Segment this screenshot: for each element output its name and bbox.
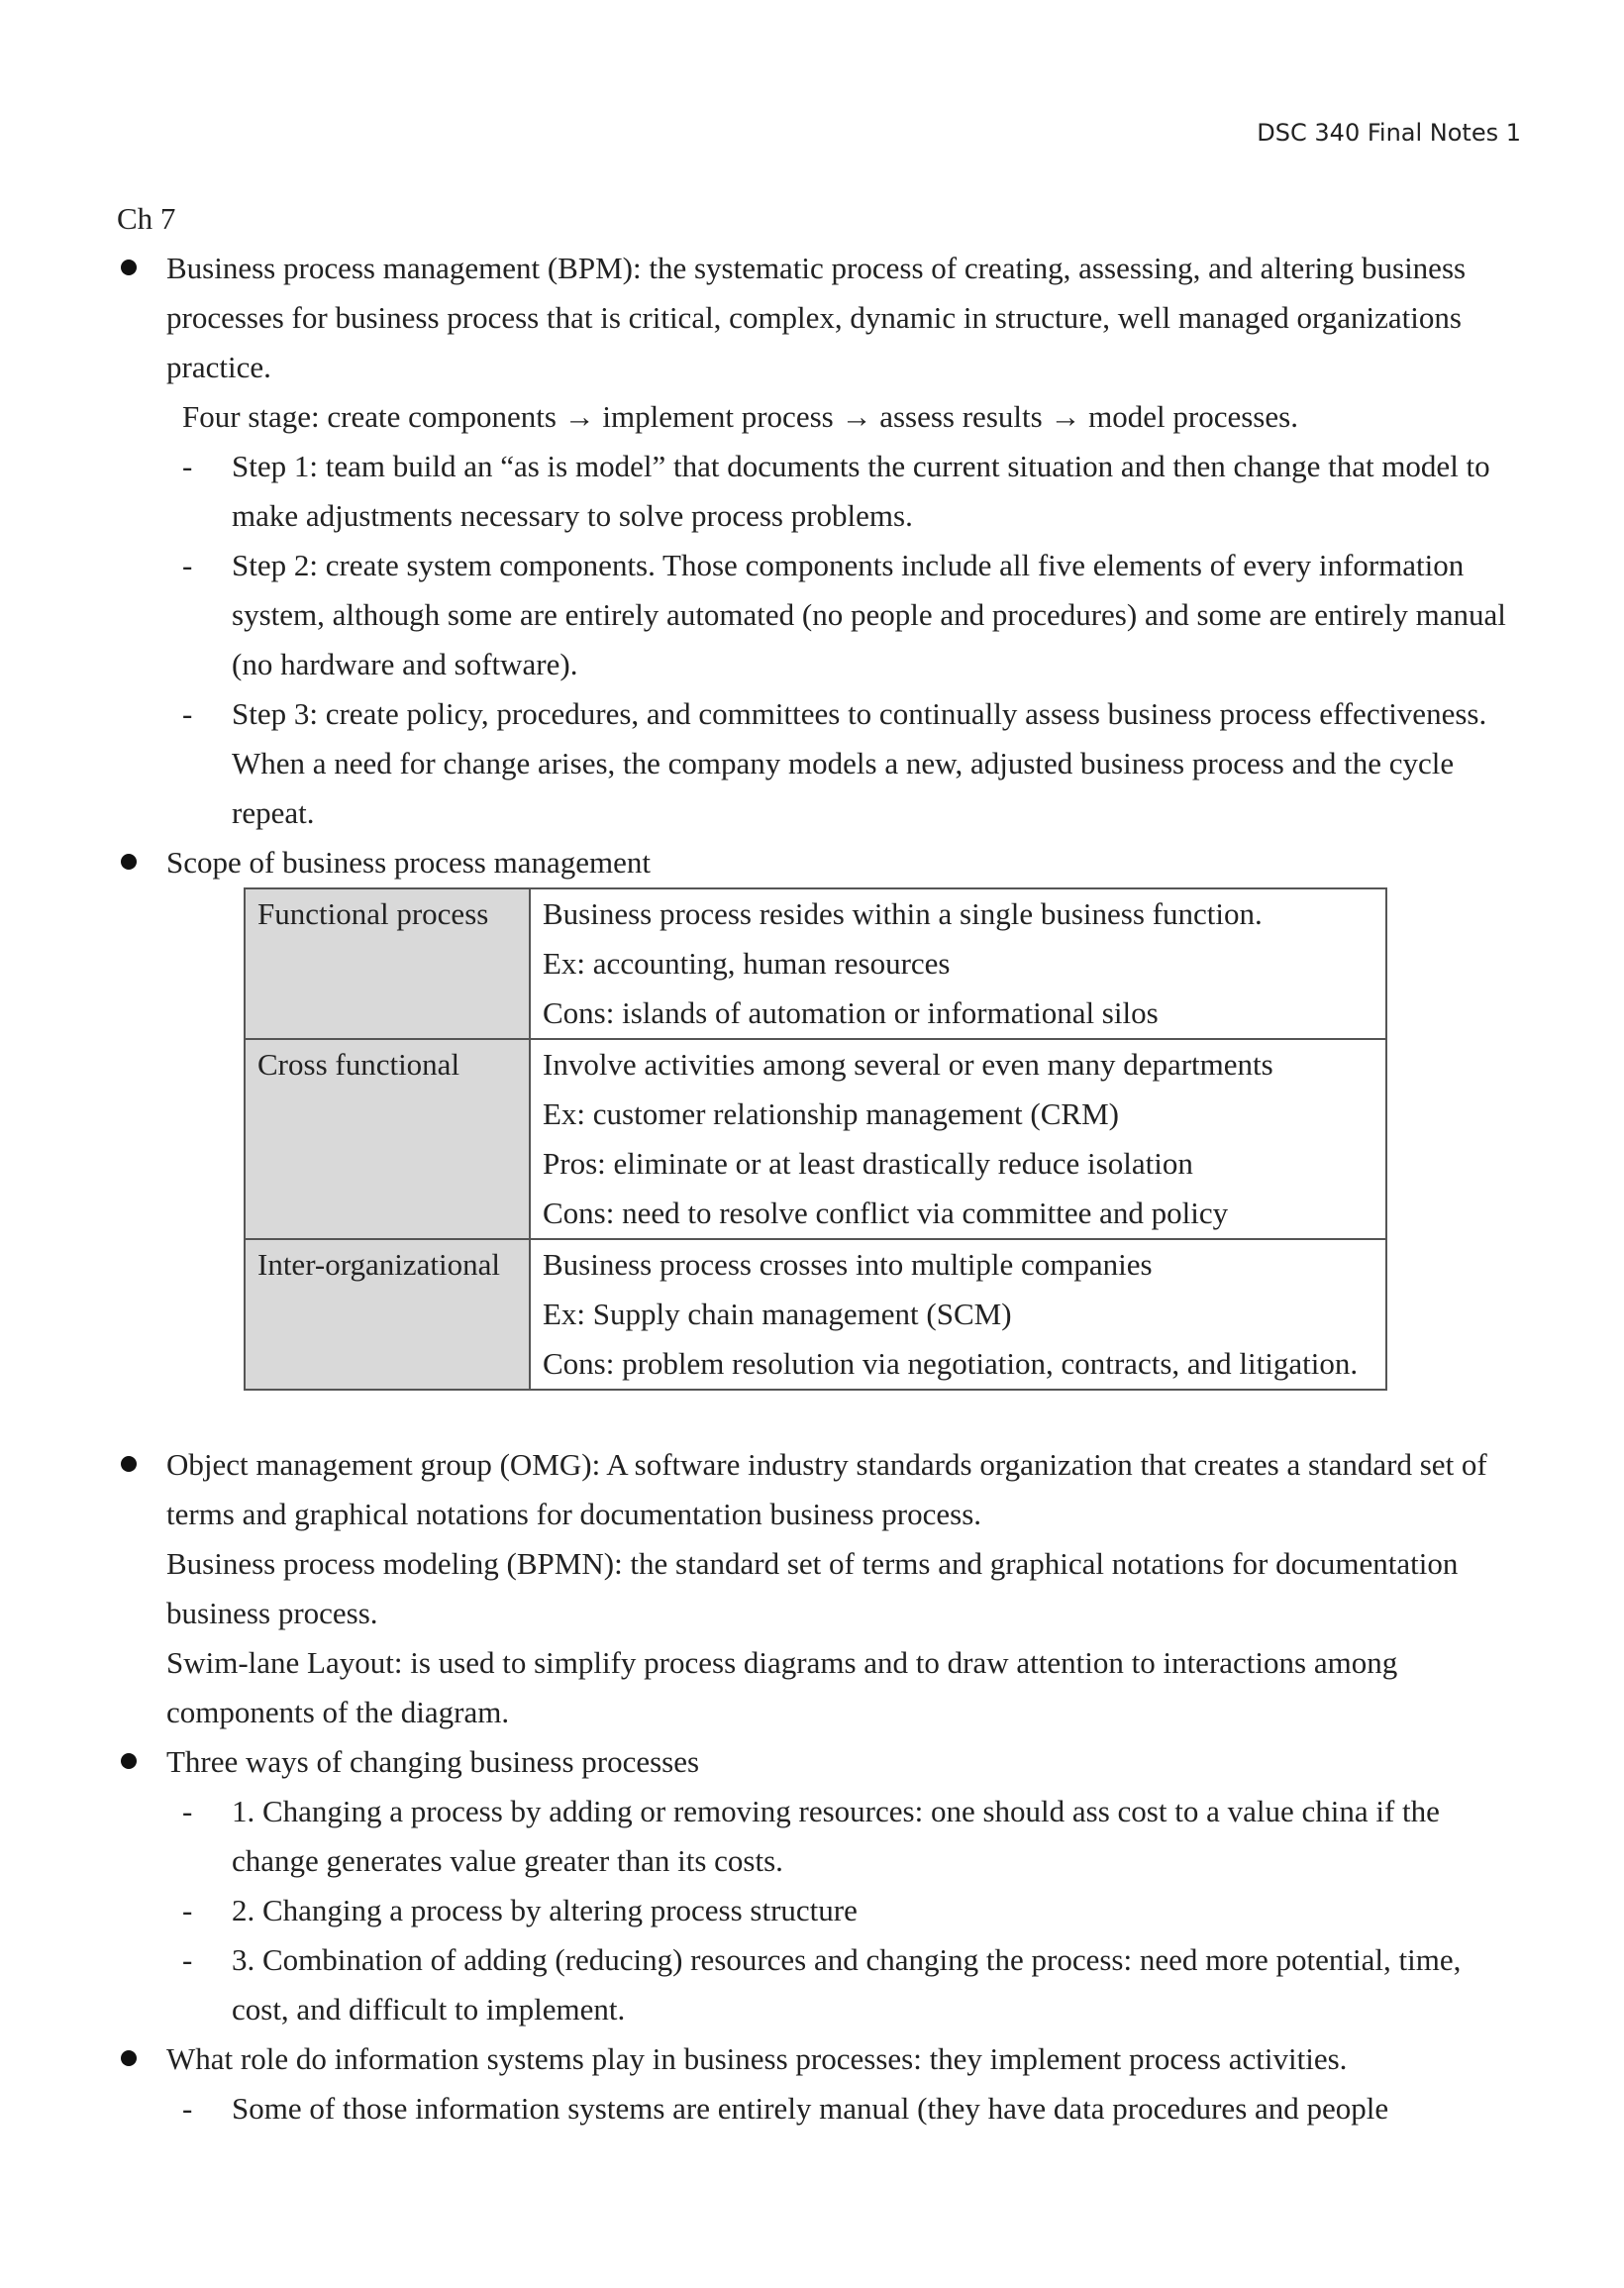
- bpm-stages: Four stage: create components → implement process → assess results → model processes.: [182, 399, 1298, 434]
- scope-label-functional: Functional process: [245, 888, 530, 1039]
- scope-desc-inter: [530, 1239, 1386, 1390]
- bpm-step-1: - Step 1: team build an “as is model” that documents the current situation and then change that model to make adjustments necessary to solve process problems.: [117, 442, 1513, 541]
- document-body: [117, 194, 1513, 2133]
- scope-line: Cons: islands of automation or informational silos: [543, 995, 1159, 1030]
- swimlane-definition: Swim-lane Layout: is used to simplify process diagrams and to draw attention to interactions among components of the diagram.: [166, 1645, 1398, 1729]
- page-header: DSC 340 Final Notes 1: [1257, 119, 1521, 147]
- scope-line: Ex: accounting, human resources: [543, 946, 951, 981]
- bullet-scope-heading: Scope of business process management: [117, 838, 1513, 887]
- scope-line: Ex: customer relationship management (CRM): [543, 1096, 1119, 1131]
- bpm-step-3: - Step 3: create policy, procedures, and committees to continually assess business process effectiveness. When a need for change arises, the company models a new, adjusted business process and the cycle repeat.: [117, 689, 1513, 838]
- changing-item-3: - 3. Combination of adding (reducing) resources and changing the process: need more potential, time, cost, and difficult to implement.: [117, 1935, 1513, 2034]
- bpmn-definition: Business process modeling (BPMN): the standard set of terms and graphical notations for documentation business process.: [166, 1546, 1459, 1630]
- scope-label-inter: Inter-organizational: [245, 1239, 530, 1390]
- scope-line: Cons: problem resolution via negotiation, contracts, and litigation.: [543, 1346, 1359, 1381]
- changing-item-1: - 1. Changing a process by adding or removing resources: one should ass cost to a value china if the change generates value greater than its costs.: [117, 1787, 1513, 1886]
- bpm-step-2: - Step 2: create system components. Those components include all five elements of every information system, although some are entirely automated (no people and procedures) and some are entirely manual (no hardware and software).: [117, 541, 1513, 689]
- scope-line: Business process resides within a single business function.: [543, 896, 1263, 931]
- scope-line: Involve activities among several or even many departments: [543, 1047, 1273, 1082]
- scope-desc-functional: [530, 888, 1386, 1039]
- scope-line: Cons: need to resolve conflict via committee and policy: [543, 1196, 1229, 1230]
- changing-item-2: - 2. Changing a process by altering process structure: [117, 1886, 1513, 1935]
- scope-line: Business process crosses into multiple companies: [543, 1247, 1153, 1282]
- bullet-changing-heading: Three ways of changing business processes: [117, 1737, 1513, 1787]
- scope-desc-cross: [530, 1039, 1386, 1239]
- table-row: [245, 1039, 1386, 1239]
- bullet-omg-definition: Object management group (OMG): A software industry standards organization that creates a standard set of terms and graphical notations for documentation business process.: [117, 1440, 1513, 1539]
- bullet-bpm-definition: Business process management (BPM): the systematic process of creating, assessing, and altering business processes for business process that is critical, complex, dynamic in structure, well managed organizations practice.: [117, 244, 1513, 392]
- chapter-title: Ch 7: [117, 201, 176, 236]
- table-row: [245, 888, 1386, 1039]
- bullet-role-heading: What role do information systems play in business processes: they implement process activities.: [117, 2034, 1513, 2084]
- table-row: [245, 1239, 1386, 1390]
- scope-label-cross: Cross functional: [245, 1039, 530, 1239]
- role-item-1: - Some of those information systems are entirely manual (they have data procedures and people: [117, 2084, 1513, 2133]
- scope-line: Ex: Supply chain management (SCM): [543, 1297, 1012, 1331]
- scope-table: [244, 887, 1387, 1391]
- scope-line: Pros: eliminate or at least drastically reduce isolation: [543, 1146, 1193, 1181]
